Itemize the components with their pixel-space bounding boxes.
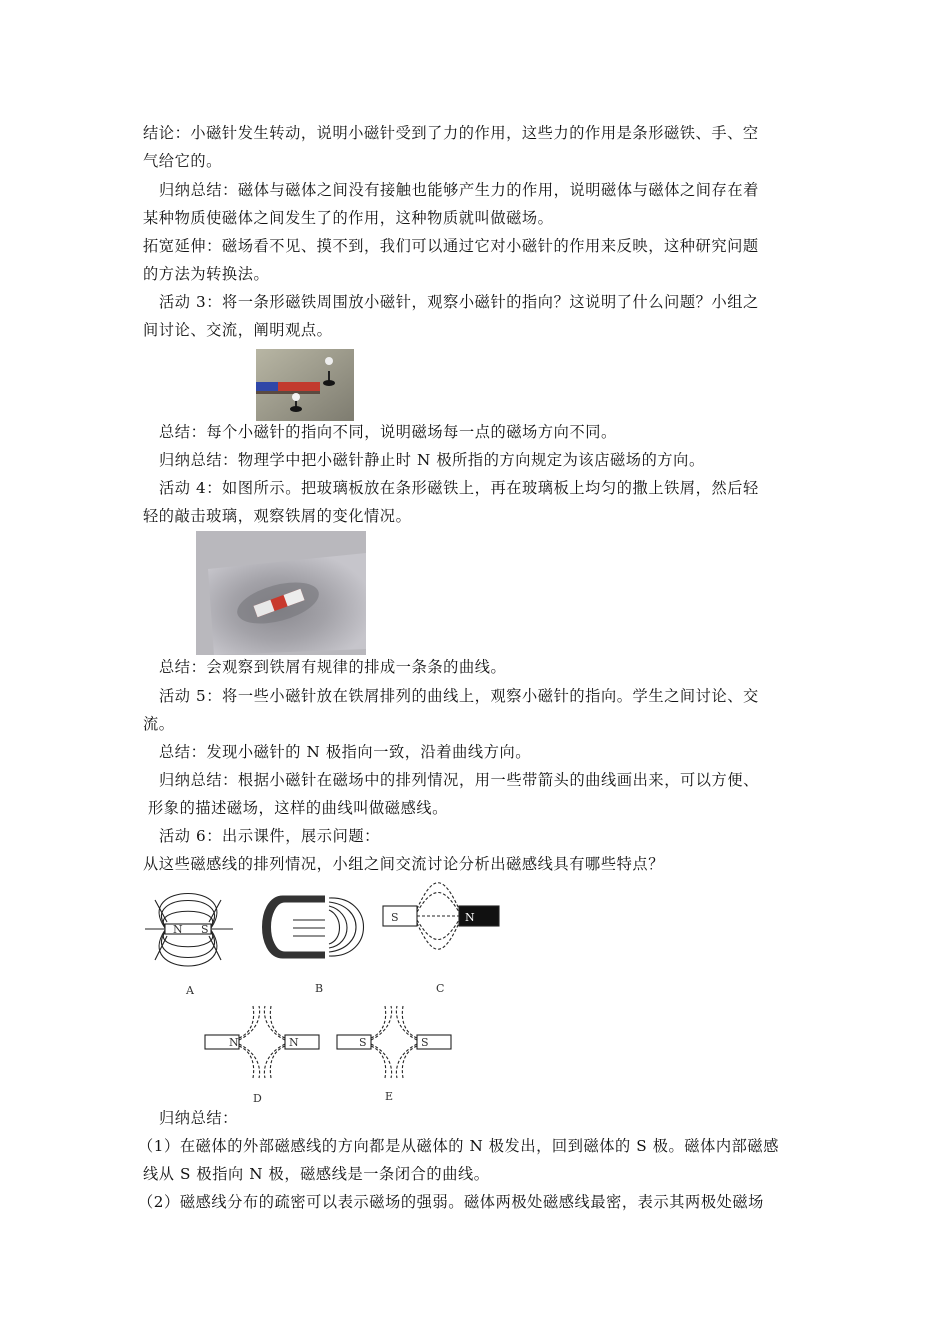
paragraph-line: 活动 3：将一条形磁铁周围放小磁针，观察小磁针的指向？这说明了什么问题？小组之: [159, 293, 759, 311]
paragraph-line: 总结：发现小磁针的 N 极指向一致，沿着曲线方向。: [159, 743, 532, 761]
diagram-e: [337, 1006, 451, 1078]
paragraph-line: 的方法为转换法。: [143, 265, 270, 283]
paragraph-line: 某种物质使磁体之间发生了的作用，这种物质就叫做磁场。: [143, 209, 554, 227]
figure-caption: B: [315, 982, 324, 995]
pole-label: S: [359, 1036, 367, 1049]
paragraph-line: 流。: [143, 715, 175, 733]
paragraph-line: 活动 5：将一些小磁针放在铁屑排列的曲线上，观察小磁针的指向。学生之间讨论、交: [159, 687, 759, 705]
diagram-d: [205, 1006, 319, 1078]
diagram-c: [383, 883, 499, 950]
paragraph-line: 活动 6：出示课件，展示问题：: [159, 827, 380, 845]
paragraph-line: 总结：会观察到铁屑有规律的排成一条条的曲线。: [159, 658, 507, 676]
pole-label: N: [465, 911, 475, 924]
pole-label: N: [229, 1036, 239, 1049]
figure-caption: D: [253, 1092, 262, 1104]
paragraph-line: 气给它的。: [143, 152, 222, 170]
paragraph-line: 形象的描述磁场，这样的曲线叫做磁感线。: [148, 799, 448, 817]
iron-filings-photo: [196, 531, 366, 655]
figure-caption: E: [385, 1090, 394, 1103]
paragraph-line: （1）在磁体的外部磁感线的方向都是从磁体的 N 极发出，回到磁体的 S 极。磁体内部磁感: [138, 1137, 780, 1155]
figure-caption: C: [436, 982, 445, 995]
bar-magnet-compass-photo: [256, 349, 354, 421]
paragraph-line: （2）磁感线分布的疏密可以表示磁场的强弱。磁体两极处磁感线最密，表示其两极处磁场: [138, 1193, 764, 1211]
paragraph-line: 活动 4：如图所示。把玻璃板放在条形磁铁上，再在玻璃板上均匀的撒上铁屑，然后轻: [159, 479, 759, 497]
pole-label: S: [201, 923, 209, 936]
paragraph-line: 从这些磁感线的排列情况，小组之间交流讨论分析出磁感线具有哪些特点？: [143, 855, 664, 873]
paragraph-line: 间讨论、交流，阐明观点。: [143, 321, 333, 339]
pole-label: N: [289, 1036, 299, 1049]
pole-label: S: [391, 911, 399, 924]
diagram-b: [267, 898, 364, 956]
pole-label: N: [173, 923, 183, 936]
paragraph-line: 线从 S 极指向 N 极，磁感线是一条闭合的曲线。: [143, 1165, 490, 1183]
pole-label: S: [421, 1036, 429, 1049]
figure-caption: A: [186, 984, 194, 997]
paragraph-line: 总结：每个小磁针的指向不同，说明磁场每一点的磁场方向不同。: [159, 423, 617, 441]
diagram-a: [145, 894, 233, 967]
paragraph-line: 归纳总结：物理学中把小磁针静止时 N 极所指的方向规定为该店磁场的方向。: [159, 451, 705, 469]
magnetic-field-lines-figure: [143, 882, 513, 1104]
paragraph-line: 结论：小磁针发生转动，说明小磁针受到了力的作用，这些力的作用是条形磁铁、手、空: [143, 124, 759, 142]
paragraph-line: 轻的敲击玻璃，观察铁屑的变化情况。: [143, 507, 412, 525]
paragraph-line: 归纳总结：磁体与磁体之间没有接触也能够产生力的作用，说明磁体与磁体之间存在着: [159, 181, 759, 199]
paragraph-line: 拓宽延伸：磁场看不见、摸不到，我们可以通过它对小磁针的作用来反映，这种研究问题: [143, 237, 759, 255]
paragraph-line: 归纳总结：: [159, 1109, 238, 1127]
paragraph-line: 归纳总结：根据小磁针在磁场中的排列情况，用一些带箭头的曲线画出来，可以方便、: [159, 771, 759, 789]
